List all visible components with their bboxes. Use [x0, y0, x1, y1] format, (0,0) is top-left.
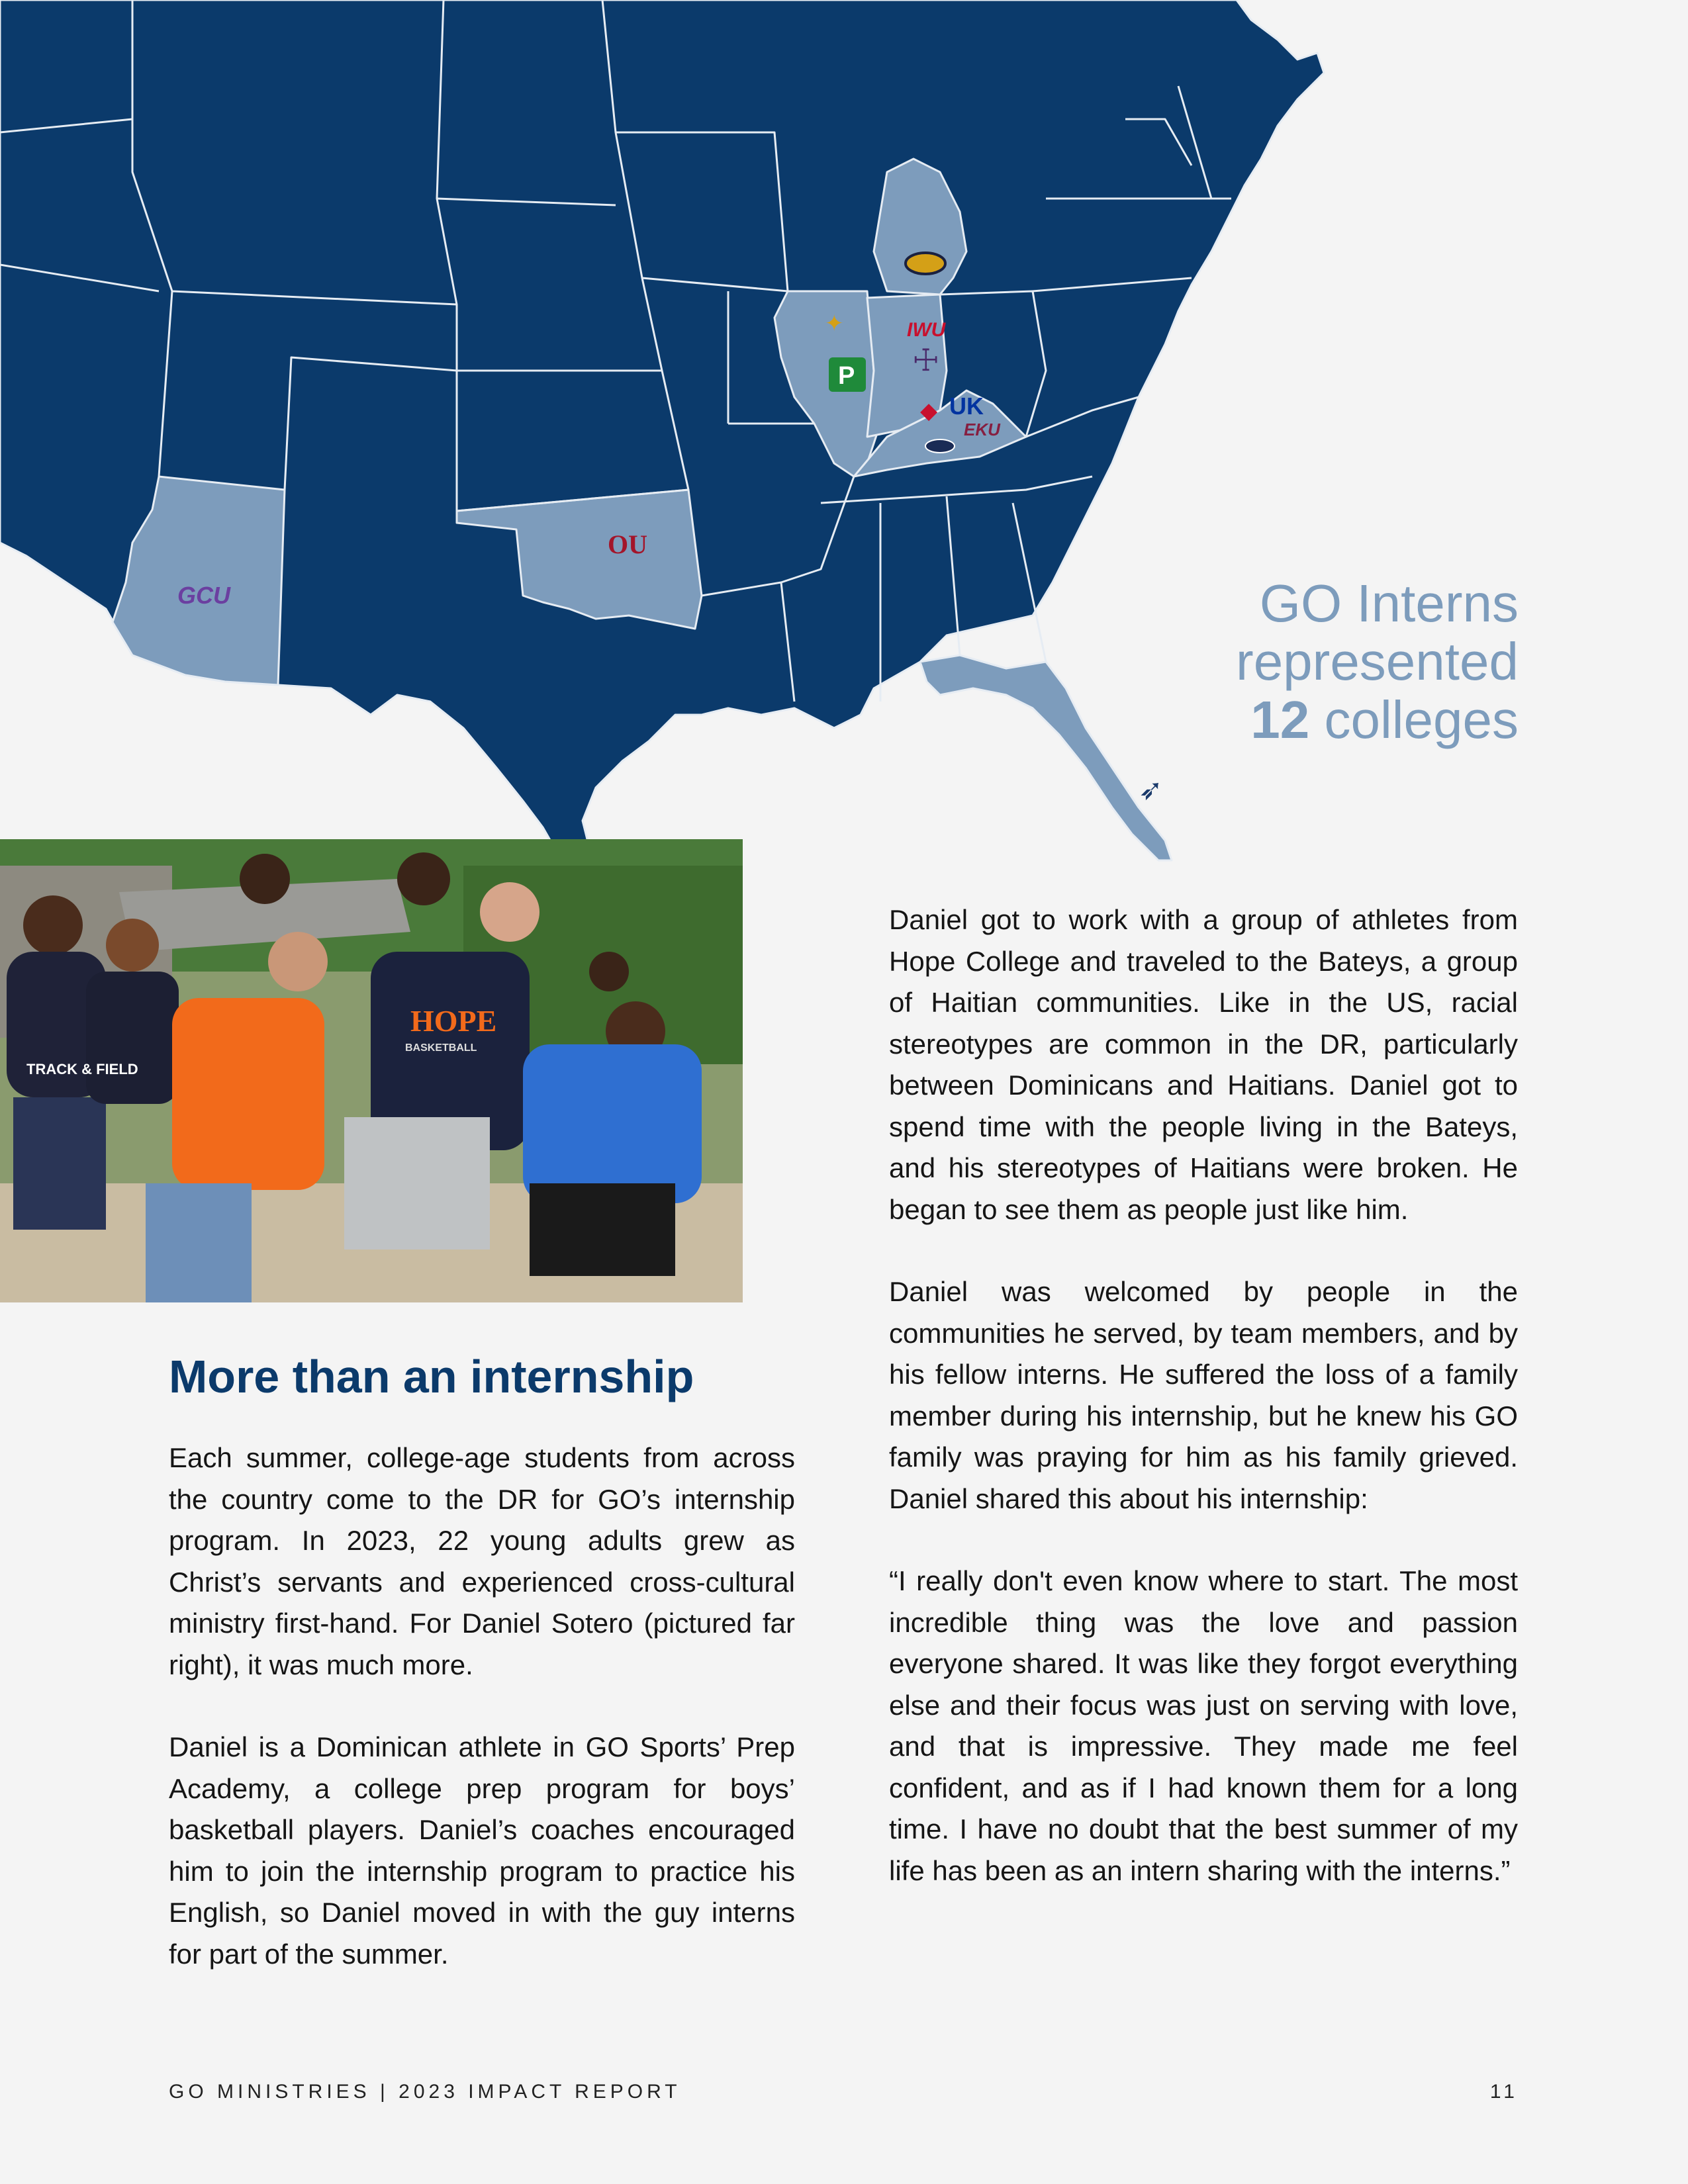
- shield-logo: ✦: [825, 311, 844, 336]
- iwu-logo: IWU: [907, 319, 946, 341]
- shirt-text-2: HOPE: [410, 1004, 497, 1038]
- footer-text: GO MINISTRIES | 2023 IMPACT REPORT: [169, 2081, 681, 2103]
- headline-line-1: GO Interns: [1259, 574, 1519, 633]
- right-paragraph: Daniel got to work with a group of athletes from Hope College and traveled to the Bateys, a group of Haitian communities. Like in the US, racial stereotypes are common in the DR, particularly between Dominicans and Haitians. Daniel got to spend time with the people living in the Bateys, and his stereotypes of Haitians were broken. He began to see them as people just like him.: [889, 904, 1518, 1225]
- gcu-logo: GCU: [177, 582, 230, 609]
- headline-number: 12: [1250, 690, 1310, 749]
- eku-logo: EKU: [964, 420, 1000, 439]
- uk-logo: UK: [949, 392, 984, 420]
- right-paragraph: Daniel was welcomed by people in the communities he served, by team members, and by his fellow interns. He suffered the loss of a family member during his internship, but he knew his GO family was praying for him as his family grieved. Daniel shared this about his internship:: [889, 1276, 1518, 1514]
- page-number: 11: [1489, 2081, 1519, 2103]
- shirt-text-1: TRACK & FIELD: [26, 1061, 138, 1077]
- headline-colleges: colleges: [1324, 690, 1519, 749]
- usa-outline: [0, 0, 1324, 874]
- cardinal-logo: ◆: [920, 398, 938, 424]
- section-title: More than an internship: [169, 1351, 694, 1402]
- headline-line-3: [1236, 691, 1519, 749]
- shirt-text-3: BASKETBALL: [405, 1042, 477, 1054]
- quote-paragraph: “I really don't even know where to start. The most incredible thing was the love and passion everyone shared. It was like they forgot everything else and their focus was just on serving with love, and that is impressive. They made me feel confident, and as if I had known them for a long time. I have no doubt that the best summer of my life has been as an intern sharing with the interns.”: [889, 1565, 1518, 1886]
- marlin-logo: ➶: [1139, 774, 1163, 806]
- state-florida: [920, 655, 1172, 860]
- map-headline: [1236, 574, 1519, 749]
- right-column: [889, 899, 1518, 1933]
- cross-logo: ☩: [912, 343, 940, 377]
- group-photo: [0, 839, 743, 1302]
- left-paragraph: Each summer, college-age students from across the country come to the DR for GO’s internship program. In 2023, 22 young adults grew as Christ’s servants and experienced cross-cultural ministry first-hand. For Daniel Sotero (pictured far right), it was much more.: [169, 1442, 795, 1680]
- left-paragraph: Daniel is a Dominican athlete in GO Sports’ Prep Academy, a college prep program for boys’ basketball players. Daniel’s coaches encouraged him to join the internship program to practice his English, so Daniel moved in with the guy interns for part of the summer.: [169, 1731, 795, 1970]
- eagle-logo: [906, 253, 945, 274]
- hawk-logo: [925, 439, 955, 453]
- svg-text:P: P: [838, 362, 855, 390]
- ou-logo: OU: [608, 529, 647, 559]
- left-column: [169, 1437, 795, 2016]
- headline-line-2: represented: [1236, 632, 1519, 691]
